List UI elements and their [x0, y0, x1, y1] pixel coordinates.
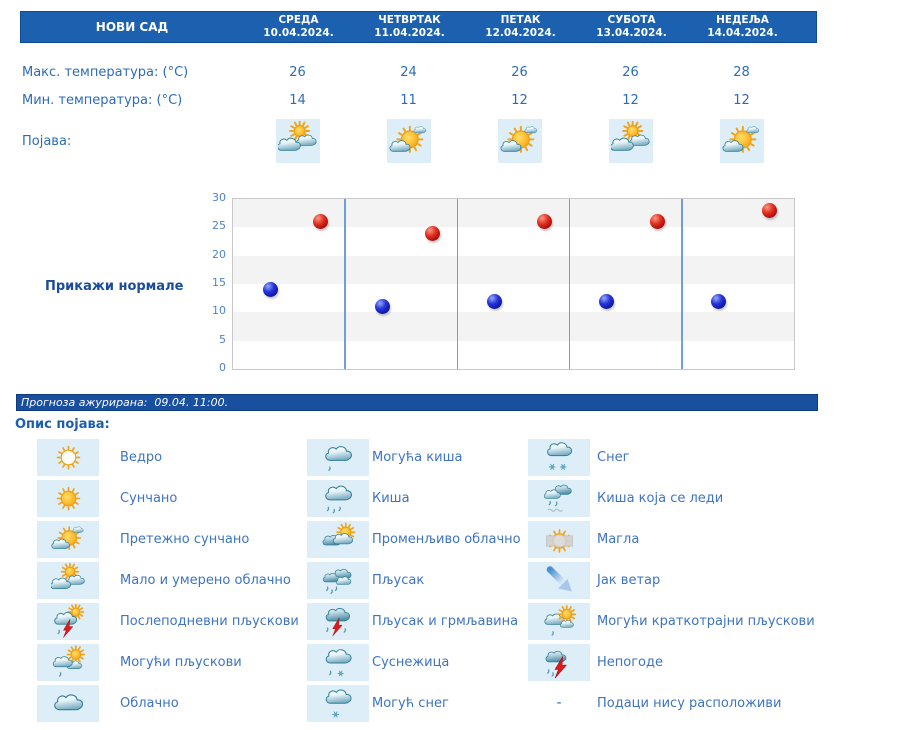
legend-icon-box [307, 480, 369, 517]
max-temp-dot [425, 226, 440, 241]
max-temp-dot [650, 214, 665, 229]
cloudy-icon [51, 686, 86, 721]
max-temp-value: 28 [733, 64, 750, 80]
min-temp-dot [487, 294, 502, 309]
forecast-updated-bar [16, 394, 818, 411]
forecast-header-bar [20, 11, 817, 43]
possible-showers-icon [51, 645, 86, 680]
phenomenon-cell [242, 119, 353, 163]
legend-icon-box [307, 603, 369, 640]
sunny-icon [51, 481, 86, 516]
y-axis-tick-label: 30 [212, 191, 226, 204]
day-separator-line [457, 199, 459, 369]
day-separator-line [681, 199, 683, 369]
max-temp-value: 26 [511, 64, 528, 80]
legend-item-label: Непогоде [597, 655, 663, 670]
show-normals-link[interactable]: Прикажи нормале [45, 279, 184, 294]
max-temp-value: 24 [400, 64, 417, 80]
day-name: ПЕТАК [500, 14, 541, 26]
chart-plot-area [232, 198, 795, 370]
snow-icon [542, 440, 577, 475]
max-temp-value: 26 [289, 64, 306, 80]
location-name: НОВИ САД [95, 20, 169, 34]
legend-icon-box [307, 521, 369, 558]
min-temp-dot [263, 282, 278, 297]
y-axis-tick-label: 20 [212, 247, 226, 261]
min-temp-value: 12 [511, 92, 528, 108]
clear-icon [51, 440, 86, 475]
weather-icon-box [276, 119, 320, 163]
legend-title: Опис појава: [15, 417, 110, 432]
day-header [354, 14, 465, 40]
possible-snow-icon [321, 686, 356, 721]
y-axis-tick-label: 15 [212, 276, 226, 289]
min-temp-value: 12 [622, 92, 639, 108]
legend-icon-box [528, 521, 590, 558]
day-date: 14.04.2024. [707, 27, 778, 39]
legend-item-label: Подаци нису расположиви [597, 696, 782, 711]
legend-icon-box [37, 439, 99, 476]
max-temp-value: 26 [622, 64, 639, 80]
possible-rain-icon [321, 440, 356, 475]
min-temperature-row [20, 90, 815, 110]
legend-item-label: Суснежица [372, 655, 450, 670]
phenomenon-cell [464, 119, 575, 163]
day-header [687, 14, 798, 40]
legend-item-label: Послеподневни пљускови [120, 614, 299, 629]
min-temp-dot [711, 294, 726, 309]
afternoon-showers-icon [51, 604, 86, 639]
legend-item-label: Пљусак [372, 573, 425, 588]
day-date: 10.04.2024. [263, 27, 334, 39]
fog-icon [542, 522, 577, 557]
phenomenon-cell [686, 119, 797, 163]
legend-item-label: Сунчано [120, 491, 178, 506]
rain-icon [321, 481, 356, 516]
day-header [243, 14, 354, 40]
legend-item-label: Пљусак и грмљавина [372, 614, 519, 629]
heavy-rain-icon [321, 563, 356, 598]
min-temp-value: 14 [289, 92, 306, 108]
legend-item-label: Претежно сунчано [120, 532, 250, 547]
legend-item-label: Могући краткотрајни пљускови [597, 614, 815, 629]
legend-item-label: Снег [597, 450, 630, 465]
variable-cloudy-icon [321, 522, 356, 557]
day-separator-line [344, 199, 346, 369]
min-temp-values [242, 93, 815, 108]
y-axis-tick-label: 25 [212, 219, 226, 233]
legend-icon-box [307, 644, 369, 681]
weather-icon-box [498, 119, 542, 163]
day-date: 12.04.2024. [485, 27, 556, 39]
legend-icon-box [37, 685, 99, 722]
mostly-sunny-icon [389, 121, 429, 161]
chart-band [233, 227, 794, 255]
day-name: ЧЕТВРТАК [378, 14, 441, 26]
max-temp-dot [762, 203, 777, 218]
no-data-dash: - [556, 695, 562, 711]
legend-item-label: Киша која се леди [597, 491, 724, 506]
chart-band [233, 284, 794, 312]
y-axis-tick-label: 0 [219, 361, 226, 374]
legend-item-label: Променљиво облачно [372, 532, 521, 547]
day-headers [243, 14, 798, 40]
phenomena-icons [242, 119, 815, 163]
day-name: СРЕДА [278, 14, 319, 26]
max-temp-values [242, 65, 815, 80]
phenomena-label: Појава: [22, 133, 72, 149]
legend-icon-box [528, 603, 590, 640]
weather-icon-box [609, 119, 653, 163]
legend-icon-box [37, 603, 99, 640]
legend-item-label: Могућа киша [372, 450, 463, 465]
phenomena-row [20, 118, 815, 164]
chart-band [233, 341, 794, 369]
legend-icon-box [307, 562, 369, 599]
phenomenon-cell [575, 119, 686, 163]
legend-item-label: Могући пљускови [120, 655, 242, 670]
legend-item-label: Мало и умерено облачно [120, 573, 291, 588]
forecast-updated-text: Прогноза ажурирана: 09.04. 11:00. [21, 396, 229, 409]
min-temp-dot [375, 299, 390, 314]
legend-icon-box [307, 439, 369, 476]
legend-icon-box [528, 480, 590, 517]
mostly-sunny-icon [722, 121, 762, 161]
legend-item-label: Киша [372, 491, 410, 506]
day-header [576, 14, 687, 40]
weather-icon-box [720, 119, 764, 163]
storms-icon [542, 645, 577, 680]
day-date: 13.04.2024. [596, 27, 667, 39]
legend-icon-box [528, 644, 590, 681]
legend-item-label: Магла [597, 532, 640, 547]
day-name: НЕДЕЉА [716, 14, 769, 26]
min-temp-value: 11 [400, 92, 417, 108]
rain-thunder-icon [321, 604, 356, 639]
min-temp-label: Мин. температура: (°C) [22, 92, 183, 108]
legend-icon-box [528, 439, 590, 476]
legend-icon-box [37, 521, 99, 558]
freezing-rain-icon [542, 481, 577, 516]
legend-icon-box [528, 562, 590, 599]
min-temp-value: 12 [733, 92, 750, 108]
legend-item-label: Јак ветар [597, 573, 661, 588]
chart-band [233, 312, 794, 340]
mostly-sunny-icon [500, 121, 540, 161]
legend-icon-box [37, 644, 99, 681]
chart-band [233, 256, 794, 284]
weather-icon-box [387, 119, 431, 163]
legend-item-label: Облачно [120, 696, 179, 711]
legend-icon-box [307, 685, 369, 722]
strong-wind-icon [542, 563, 577, 598]
y-axis-tick-label: 5 [219, 332, 226, 346]
day-date: 11.04.2024. [374, 27, 445, 39]
short-showers-icon [542, 604, 577, 639]
partly-cloudy-icon [278, 121, 318, 161]
legend-item-label: Ведро [120, 450, 163, 465]
partly-cloudy-icon [51, 563, 86, 598]
legend-icon-box [37, 480, 99, 517]
max-temp-label: Макс. температура: (°C) [22, 64, 189, 80]
partly-cloudy-icon [611, 121, 651, 161]
day-name: СУБОТА [607, 14, 656, 26]
mostly-sunny-icon [51, 522, 86, 557]
y-axis-tick-label: 10 [212, 304, 226, 318]
sleet-icon [321, 645, 356, 680]
day-header [465, 14, 576, 40]
legend-icon-box [37, 562, 99, 599]
day-separator-line [569, 199, 571, 369]
max-temperature-row [20, 62, 815, 82]
phenomenon-cell [353, 119, 464, 163]
legend-item-label: Могућ снег [372, 696, 449, 711]
min-temp-dot [599, 294, 614, 309]
